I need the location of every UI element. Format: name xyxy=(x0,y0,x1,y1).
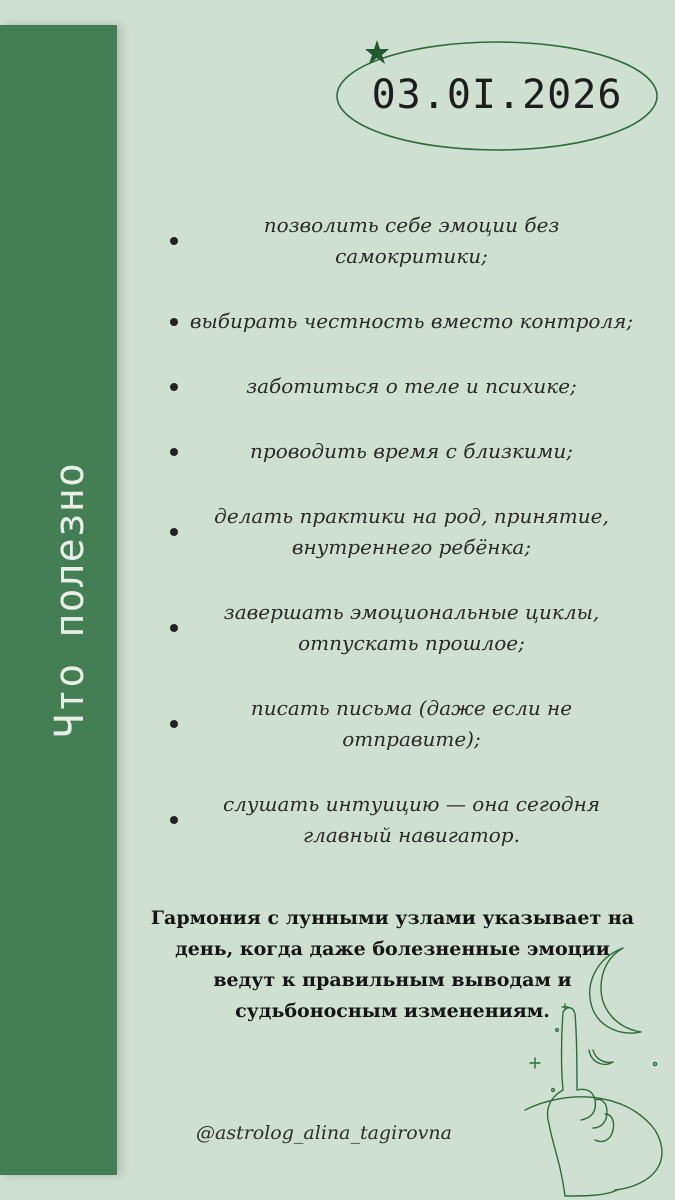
bullet-icon xyxy=(170,383,178,391)
tip-text: заботиться о теле и психике; xyxy=(246,374,577,398)
list-item xyxy=(160,501,635,563)
list-item xyxy=(160,210,635,272)
dot-icon xyxy=(653,1062,656,1065)
tip-text: писать письма (даже если не отправите); xyxy=(250,696,573,751)
summary-text: Гармония с лунными узлами указывает на день, когда даже болезненные эмоции ведут к правильным выводам и судьбоносным изменениям. xyxy=(150,907,635,1022)
tip-text: позволить себе эмоции без самокритики; xyxy=(263,213,560,268)
bullet-icon xyxy=(170,528,178,536)
dot-icon xyxy=(552,1089,555,1092)
bullet-icon xyxy=(170,720,178,728)
list-item xyxy=(160,789,635,851)
small-moon-icon xyxy=(589,1050,613,1064)
bullet-icon xyxy=(170,318,178,326)
hand-icon xyxy=(548,1008,617,1196)
list-item xyxy=(160,597,635,659)
bullet-icon xyxy=(170,624,178,632)
date-badge xyxy=(336,38,666,158)
bullet-icon xyxy=(170,816,178,824)
tips-list xyxy=(160,210,635,885)
dot-icon xyxy=(556,1029,559,1032)
list-item xyxy=(160,436,635,467)
date-text: 03.0I.2026 xyxy=(371,72,623,118)
sparkle-icon xyxy=(530,1058,540,1068)
tip-text: делать практики на род, принятие, внутреннего ребёнка; xyxy=(214,504,609,559)
list-item xyxy=(160,306,635,337)
list-item xyxy=(160,371,635,402)
tip-text: слушать интуицию — она сегодня главный навигатор. xyxy=(222,792,601,847)
list-item xyxy=(160,693,635,755)
author-handle: @astrolog_alina_tagirovna xyxy=(196,1122,452,1144)
side-title: Что полезно xyxy=(47,462,93,738)
tip-text: проводить время с близкими; xyxy=(250,439,573,463)
tip-text: завершать эмоциональные циклы, отпускать прошлое; xyxy=(223,600,600,655)
bullet-icon xyxy=(170,237,178,245)
tip-text: выбирать честность вместо контроля; xyxy=(189,309,634,333)
bullet-icon xyxy=(170,448,178,456)
